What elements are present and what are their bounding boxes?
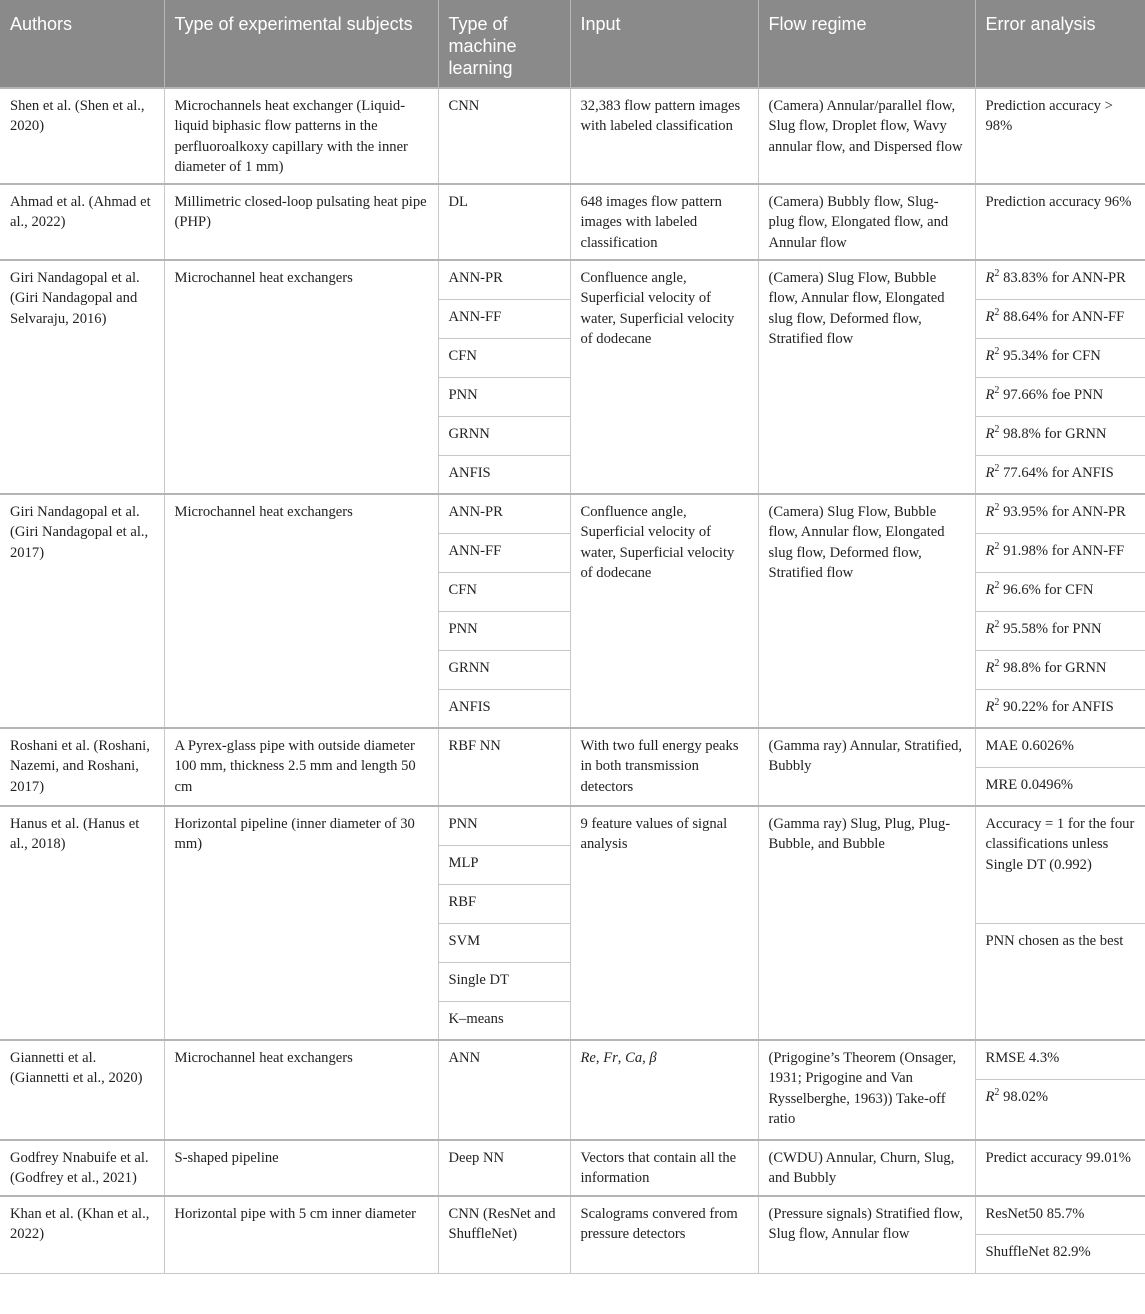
cell-ml: ANN-FF — [438, 299, 570, 338]
table-row — [0, 184, 1145, 260]
cell-subjects: Microchannel heat exchangers — [164, 1040, 438, 1140]
cell-subjects: A Pyrex-glass pipe with outside diameter 100 mm, thickness 2.5 mm and length 50 cm — [164, 728, 438, 806]
cell-subjects: Microchannel heat exchangers — [164, 494, 438, 728]
cell-input: Confluence angle, Superficial velocity of water, Superficial velocity of dodecane — [570, 494, 758, 728]
cell-error: $R^2$ 95.34% for CFN — [975, 338, 1145, 377]
cell-subjects: Microchannels heat exchanger (Liquid-liquid biphasic flow patterns in the perfluoroalkoxy capillary with the inner diameter of 1 mm) — [164, 88, 438, 184]
cell-error: Prediction accuracy 96% — [975, 184, 1145, 260]
cell-ml: RBF — [438, 884, 570, 923]
cell-input: 32,383 flow pattern images with labeled classification — [570, 88, 758, 184]
cell-error: MAE 0.6026% — [975, 728, 1145, 767]
cell-flow: (CWDU) Annular, Churn, Slug, and Bubbly — [758, 1140, 975, 1196]
cell-input: With two full energy peaks in both transmission detectors — [570, 728, 758, 806]
table-row — [0, 88, 1145, 184]
header-input: Input — [570, 0, 758, 88]
cell-ml: Deep NN — [438, 1140, 570, 1196]
cell-ml: GRNN — [438, 650, 570, 689]
cell-ml: RBF NN — [438, 728, 570, 806]
cell-error: Accuracy = 1 for the four classifications unless Single DT (0.992) — [975, 806, 1145, 923]
cell-authors: Giri Nandagopal et al. (Giri Nandagopal et al., 2017) — [0, 494, 164, 728]
cell-input: Re, Fr, Ca, β — [570, 1040, 758, 1140]
cell-error: $R^2$ 98.8% for GRNN — [975, 416, 1145, 455]
cell-ml: ANN-FF — [438, 533, 570, 572]
cell-ml: ANFIS — [438, 689, 570, 728]
cell-subjects: Microchannel heat exchangers — [164, 260, 438, 494]
header-subjects: Type of experimental subjects — [164, 0, 438, 88]
cell-ml: ANN-PR — [438, 260, 570, 299]
cell-input: 648 images flow pattern images with labeled classification — [570, 184, 758, 260]
header-error-analysis: Error analysis — [975, 0, 1145, 88]
cell-flow: (Pressure signals) Stratified flow, Slug flow, Annular flow — [758, 1196, 975, 1274]
cell-authors: Shen et al. (Shen et al., 2020) — [0, 88, 164, 184]
table-row — [0, 494, 1145, 533]
cell-ml: CFN — [438, 572, 570, 611]
cell-flow: (Camera) Slug Flow, Bubble flow, Annular flow, Elongated slug flow, Deformed flow, Stratified flow — [758, 494, 975, 728]
cell-error: $R^2$ 88.64% for ANN-FF — [975, 299, 1145, 338]
header-row — [0, 0, 1145, 88]
cell-authors: Giannetti et al. (Giannetti et al., 2020) — [0, 1040, 164, 1140]
cell-error: ShuffleNet 82.9% — [975, 1235, 1145, 1274]
cell-ml: DL — [438, 184, 570, 260]
cell-error: MRE 0.0496% — [975, 767, 1145, 806]
table-row — [0, 260, 1145, 299]
cell-subjects: Millimetric closed-loop pulsating heat pipe (PHP) — [164, 184, 438, 260]
cell-ml: CNN — [438, 88, 570, 184]
cell-error: $R^2$ 95.58% for PNN — [975, 611, 1145, 650]
cell-ml: PNN — [438, 611, 570, 650]
cell-flow: (Camera) Bubbly flow, Slug-plug flow, Elongated flow, and Annular flow — [758, 184, 975, 260]
cell-subjects: Horizontal pipeline (inner diameter of 30 mm) — [164, 806, 438, 1040]
cell-ml: PNN — [438, 377, 570, 416]
table-row — [0, 1140, 1145, 1196]
header-ml-type: Type of machine learning — [438, 0, 570, 88]
cell-error: ResNet50 85.7% — [975, 1196, 1145, 1235]
cell-error: $R^2$ 98.02% — [975, 1079, 1145, 1140]
cell-input: 9 feature values of signal analysis — [570, 806, 758, 1040]
cell-ml: SVM — [438, 923, 570, 962]
cell-ml: Single DT — [438, 962, 570, 1001]
cell-error: $R^2$ 90.22% for ANFIS — [975, 689, 1145, 728]
header-authors: Authors — [0, 0, 164, 88]
cell-authors: Godfrey Nnabuife et al. (Godfrey et al., 2021) — [0, 1140, 164, 1196]
cell-authors: Hanus et al. (Hanus et al., 2018) — [0, 806, 164, 1040]
cell-ml: CFN — [438, 338, 570, 377]
cell-flow: (Camera) Slug Flow, Bubble flow, Annular flow, Elongated slug flow, Deformed flow, Stratified flow — [758, 260, 975, 494]
cell-input: Vectors that contain all the information — [570, 1140, 758, 1196]
cell-subjects: Horizontal pipe with 5 cm inner diameter — [164, 1196, 438, 1274]
cell-ml: ANN — [438, 1040, 570, 1140]
cell-ml: K–means — [438, 1001, 570, 1040]
cell-error: $R^2$ 98.8% for GRNN — [975, 650, 1145, 689]
cell-authors: Ahmad et al. (Ahmad et al., 2022) — [0, 184, 164, 260]
cell-error: $R^2$ 93.95% for ANN-PR — [975, 494, 1145, 533]
cell-ml: PNN — [438, 806, 570, 845]
cell-authors: Giri Nandagopal et al. (Giri Nandagopal and Selvaraju, 2016) — [0, 260, 164, 494]
cell-error: $R^2$ 97.66% foe PNN — [975, 377, 1145, 416]
cell-authors: Roshani et al. (Roshani, Nazemi, and Roshani, 2017) — [0, 728, 164, 806]
cell-error: RMSE 4.3% — [975, 1040, 1145, 1079]
cell-error: $R^2$ 91.98% for ANN-FF — [975, 533, 1145, 572]
table-row — [0, 728, 1145, 767]
cell-error: $R^2$ 77.64% for ANFIS — [975, 455, 1145, 494]
cell-subjects: S-shaped pipeline — [164, 1140, 438, 1196]
cell-error: PNN chosen as the best — [975, 923, 1145, 1040]
cell-ml: ANFIS — [438, 455, 570, 494]
cell-ml: MLP — [438, 845, 570, 884]
cell-error: Predict accuracy 99.01% — [975, 1140, 1145, 1196]
cell-authors: Khan et al. (Khan et al., 2022) — [0, 1196, 164, 1274]
cell-ml: GRNN — [438, 416, 570, 455]
table-row — [0, 1196, 1145, 1235]
table-row — [0, 1040, 1145, 1079]
header-flow-regime: Flow regime — [758, 0, 975, 88]
cell-input: Scalograms convered from pressure detectors — [570, 1196, 758, 1274]
table-row — [0, 806, 1145, 845]
cell-flow: (Prigogine’s Theorem (Onsager, 1931; Prigogine and Van Rysselberghe, 1963)) Take-off ratio — [758, 1040, 975, 1140]
cell-error: $R^2$ 96.6% for CFN — [975, 572, 1145, 611]
cell-flow: (Camera) Annular/parallel flow, Slug flow, Droplet flow, Wavy annular flow, and Dispersed flow — [758, 88, 975, 184]
cell-input: Confluence angle, Superficial velocity of water, Superficial velocity of dodecane — [570, 260, 758, 494]
cell-error: Prediction accuracy > 98% — [975, 88, 1145, 184]
cell-flow: (Gamma ray) Annular, Stratified, Bubbly — [758, 728, 975, 806]
cell-error: $R^2$ 83.83% for ANN-PR — [975, 260, 1145, 299]
cell-ml: CNN (ResNet and ShuffleNet) — [438, 1196, 570, 1274]
cell-ml: ANN-PR — [438, 494, 570, 533]
cell-flow: (Gamma ray) Slug, Plug, Plug-Bubble, and Bubble — [758, 806, 975, 1040]
